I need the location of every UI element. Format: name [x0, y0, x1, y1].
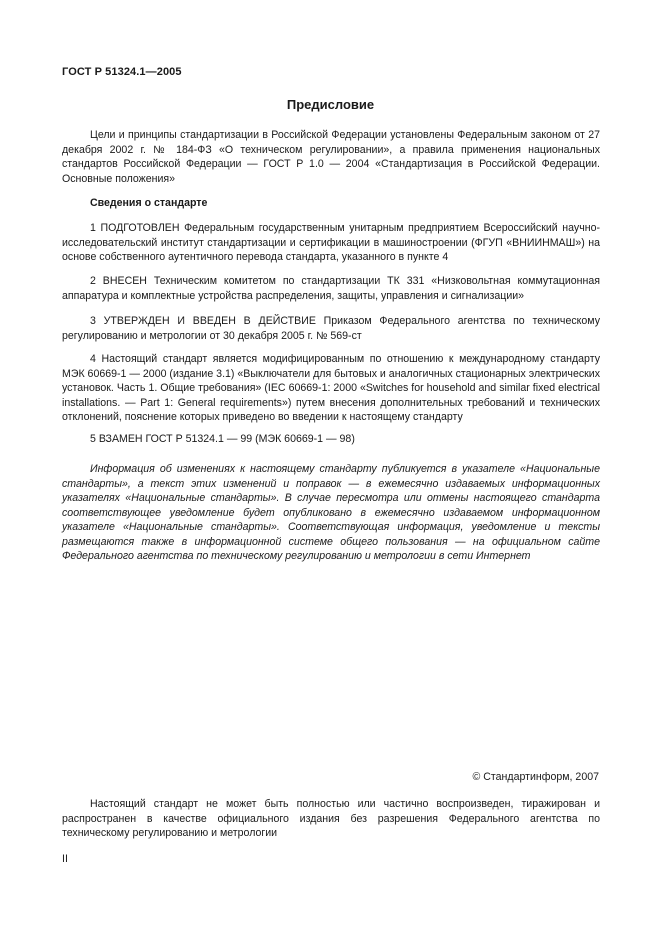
info-item-5: 5 ВЗАМЕН ГОСТ Р 51324.1 — 99 (МЭК 60669-1 — 98) — [90, 433, 355, 445]
info-item-2: 2 ВНЕСЕН Техническим комитетом по стандартизации ТК 331 «Низковольтная коммутационная аппаратура и комплектные устройства распределения, защиты, управления и сигнализации» — [62, 275, 600, 302]
amendments-notice: Информация об изменениях к настоящему стандарту публикуется в указателе «Национальные стандарты», а текст этих изменений и поправок — в ежемесячно издаваемых информационных указателях «Национальные стандарты». В случае пересмотра или отмены настоящего стандарта соответствующее уведомление будет опубликовано в ежемесячно издаваемом информационном указателе «Национальные стандарты». Соответствующая информация, уведомление и тексты размещаются также в информационной системе общего пользования — на официальном сайте Федерального агентства по техническому регулированию и метрологии в сети Интернет — [62, 463, 600, 562]
standard-id-header: ГОСТ Р 51324.1—2005 — [62, 66, 182, 78]
info-item-3: 3 УТВЕРЖДЕН И ВВЕДЕН В ДЕЙСТВИЕ Приказом Федерального агентства по техническому регулированию и метрологии от 30 декабря 2005 г. № 569-ст — [62, 315, 600, 342]
info-item-1: 1 ПОДГОТОВЛЕН Федеральным государственным унитарным предприятием Всероссийский научно-исследовательский институт стандартизации и сертификации в машиностроении (ФГУП «ВНИИНМАШ») на основе собственного аутентичного перевода стандарта, указанного в пункте 4 — [62, 222, 600, 263]
info-item-4: 4 Настоящий стандарт является модифицированным по отношению к международному стандарту МЭК 60669-1 — 2000 (издание 3.1) «Выключатели для бытовых и аналогичных стационарных электрических установок. Часть 1. Общие требования» (IEC 60669-1: 2000 «Switches for household and similar fixed electrical installations. — Part 1: General requirements») путем внесения дополнительных требований и технических отклонений, пояснение которых приведено во введении к настоящему стандарту — [62, 353, 600, 423]
preface-intro: Цели и принципы стандартизации в Российской Федерации установлены Федеральным законом от 27 декабря 2002 г. № 184-ФЗ «О техническом регулировании», а правила применения национальных стандартов Российской Федерации — ГОСТ Р 1.0 — 2004 «Стандартизация в Российской Федерации. Основные положения» — [62, 129, 600, 185]
reproduction-notice: Настоящий стандарт не может быть полностью или частично воспроизведен, тиражирован и распространен в качестве официального издания без разрешения Федерального агентства по техническому регулированию и метрологии — [62, 798, 600, 839]
preface-title: Предисловие — [286, 97, 375, 112]
info-heading: Сведения о стандарте — [90, 197, 208, 209]
page-number: II — [62, 853, 68, 865]
copyright: © Стандартинформ, 2007 — [472, 771, 599, 783]
